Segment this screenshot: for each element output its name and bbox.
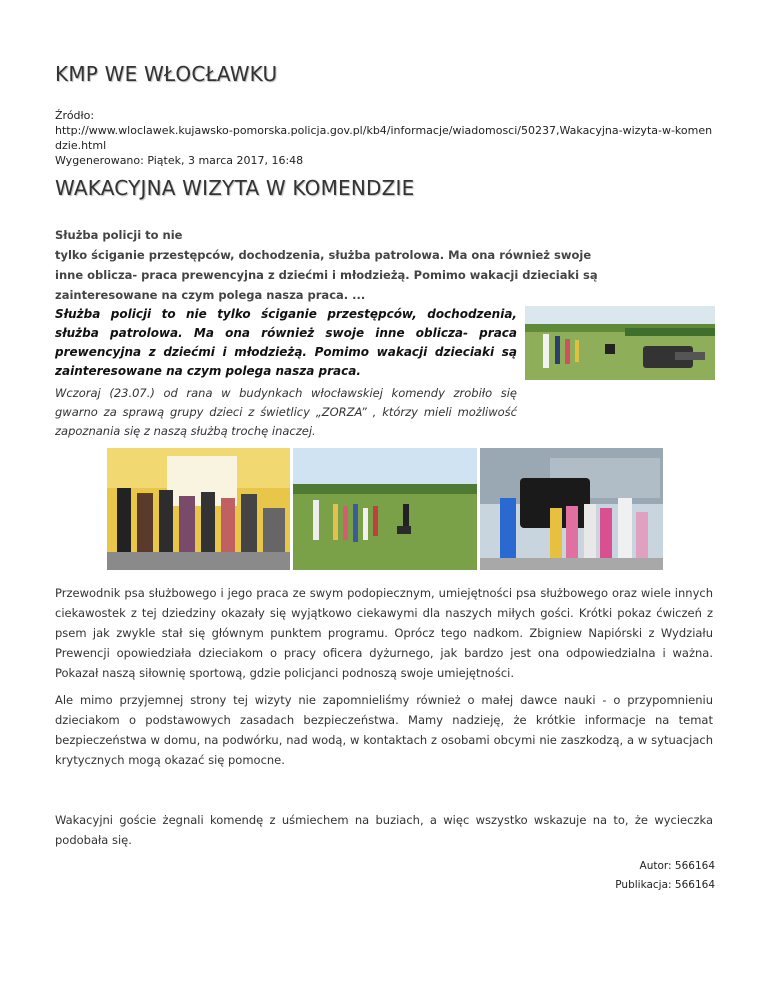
article-intro: Wczoraj (23.07.) od rana w budynkach włocławskiej komendy zrobiło się gwarno za sprawą grupy dzieci z świetlicy „ZORZA” , którzy mieli możliwość zapoznania się z naszą służbą trochę inaczej. xyxy=(55,386,517,438)
lead-line1: Służba policji to nie xyxy=(55,228,183,242)
site-title: KMP WE WŁOCŁAWKU xyxy=(55,62,278,86)
article-paragraph-1: Przewodnik psa służbowego i jego praca ze swym podopiecznym, umiejętności psa służbowego oraz wiele innych ciekawostek z tej dziedziny okazały się wyjątkowo ciekawymi dla naszych miłych gości. Krótki pokaz ćwiczeń z psem jak zwykle stał się głównym punktem programu. Oprócz tego nadkom. Zbigniew Napiórski z Wydziału Prewencji opowiedziała dzieciakom o pracy oficera dyżurnego, jak bardzo jest ona odpowiedzialna i ważna. Pokazał naszą siłownię sportową, gdzie policjanci podnoszą swoje umiejętności. xyxy=(55,586,713,680)
author: Autor: 566164 xyxy=(639,860,715,872)
lead-rest: tylko ściganie przestępców, dochodzenia, służba patrolowa. Ma ona również swoje inne oblicza- praca prewencyjna z dziećmi i młodzieżą. Pomimo wakacji dzieciaki są zainteresowane na czym polega nasza praca. ... xyxy=(55,248,598,302)
article-paragraph-3: Wakacyjni goście żegnali komendę z uśmiechem na buziach, a więc wszystko wskazuje na to, że wycieczka podobała się. xyxy=(55,813,713,847)
gallery-photo-1 xyxy=(107,448,290,570)
article-paragraph-2: Ale mimo przyjemnej strony tej wizyty nie zapomnieliśmy również o małej dawce nauki - o przypomnieniu dzieciakom o podstawowych zasadach bezpieczeństwa. Mamy nadzieję, że krótkie informacje na temat bezpieczeństwa w domu, na podwórku, nad wodą, w kontaktach z osobami obcymi nie zaszkodzą, a w sytuacjach krytycznych mogą okazać się pomocne. xyxy=(55,693,713,767)
source-url[interactable]: http://www.wloclawek.kujawsko-pomorska.policja.gov.pl/kb4/informacje/wiadomosci/50237,Wakacyjna-wizyta-w-komendzie.html xyxy=(55,124,713,152)
top-photo xyxy=(525,306,715,380)
article-lead xyxy=(55,225,615,305)
publication: Publikacja: 566164 xyxy=(615,879,715,891)
lead-italic: Służba policji to nie tylko ściganie przestępców, dochodzenia, służba patrolowa. Ma ona również swoje inne oblicza- praca prewencyjna z dziećmi i młodzieżą. Pomimo wakacji dzieciaki są zainteresowane na czym polega nasza praca. xyxy=(55,307,517,378)
photo-gallery xyxy=(107,448,663,570)
gallery-photo-3 xyxy=(480,448,663,570)
source-label: Źródło: xyxy=(55,109,95,122)
source-meta xyxy=(55,108,715,168)
article-title: WAKACYJNA WIZYTA W KOMENDZIE xyxy=(55,176,415,200)
generated-date: Wygenerowano: Piątek, 3 marca 2017, 16:48 xyxy=(55,154,304,167)
article-footer xyxy=(615,857,715,895)
gallery-photo-2 xyxy=(293,448,476,570)
